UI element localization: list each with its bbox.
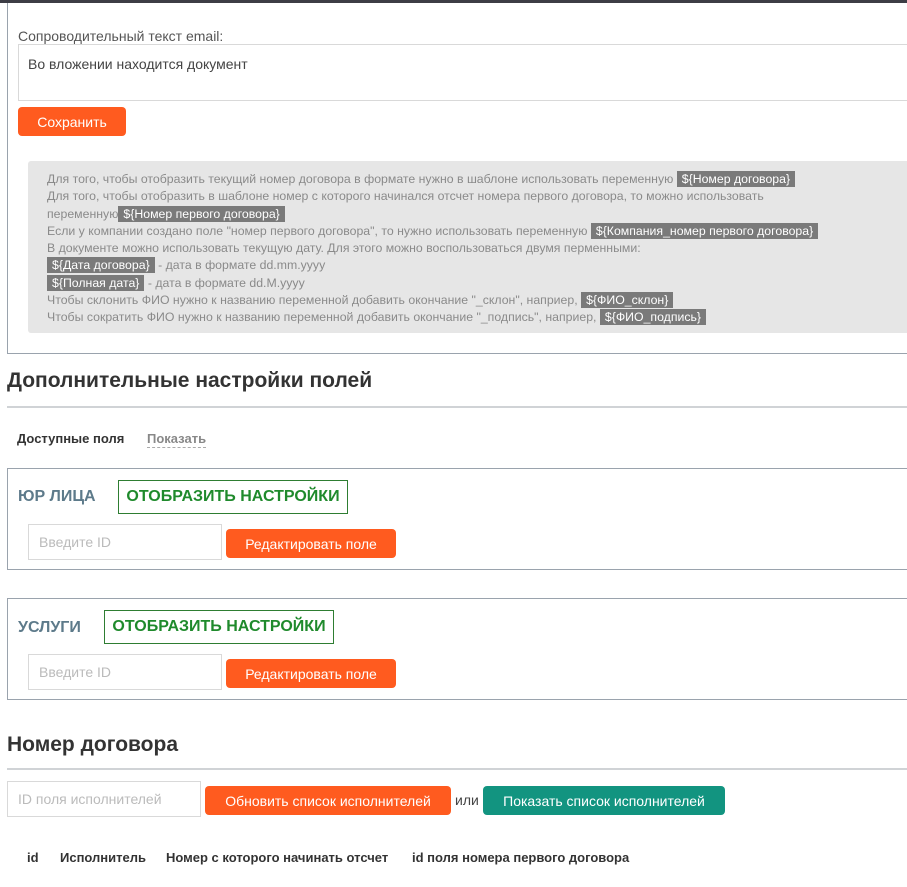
show-fields-link[interactable]: Показать [147, 431, 207, 446]
show-executors-button[interactable]: Показать список исполнителей [483, 786, 725, 815]
or-label: или [455, 792, 479, 808]
column-header-executor: Исполнитель [60, 850, 146, 865]
variable-tag: ${ФИО_склон} [581, 292, 673, 308]
id-input[interactable]: Введите ID [28, 524, 222, 560]
edit-field-button[interactable]: Редактировать поле [226, 659, 396, 688]
variable-tag: ${Дата договора} [47, 257, 155, 273]
email-text-field[interactable]: Во вложении находится документ [18, 44, 907, 101]
help-text: Чтобы сократить ФИО нужно к названию переменной добавить окончание "_подпись", наприер, [47, 310, 597, 325]
help-text: Для того, чтобы отобразить текущий номер договора в формате нужно в шаблоне использовать переменную [47, 172, 674, 186]
legal-entities-title: ЮР ЛИЦА [18, 488, 96, 505]
help-text: В документе можно использовать текущую дату. Для этого можно воспользоваться двумя перменными: [47, 241, 641, 256]
variable-tag: ${Полная дата} [47, 275, 144, 291]
help-text: Если у компании создано поле "номер первого договора", то нужно использовать переменную [47, 223, 588, 238]
variable-tag: ${Номер договора} [677, 171, 795, 187]
show-settings-button[interactable]: ОТОБРАЗИТЬ НАСТРОЙКИ [118, 480, 348, 514]
edit-field-button[interactable]: Редактировать поле [226, 529, 396, 558]
show-settings-button[interactable]: ОТОБРАЗИТЬ НАСТРОЙКИ [104, 610, 334, 644]
save-button[interactable]: Сохранить [18, 107, 126, 136]
executors-id-input[interactable]: ID поля исполнителей [7, 781, 201, 817]
services-title: УСЛУГИ [18, 619, 81, 636]
help-text: Чтобы склонить ФИО нужно к названию переменной добавить окончание "_склон", наприер, [47, 293, 578, 308]
available-fields-label: Доступные поля [17, 431, 125, 446]
column-header-start-number: Номер с которого начинать отсчет [166, 850, 389, 865]
update-executors-button[interactable]: Обновить список исполнителей [205, 786, 451, 815]
divider [7, 406, 907, 408]
variable-tag: ${Компания_номер первого договора} [591, 223, 818, 239]
variables-help-box [28, 161, 907, 333]
variable-tag: ${ФИО_подпись} [600, 309, 706, 325]
variable-tag: ${Номер первого договора} [118, 206, 284, 222]
help-text: - дата в формате dd.M.yyyy [147, 275, 305, 290]
id-input[interactable]: Введите ID [28, 654, 222, 690]
divider [7, 768, 907, 770]
email-text-label: Сопроводительный текст email: [18, 28, 224, 44]
help-text: Для того, чтобы отобразить в шаблоне номер с которого начинался отсчет номера первого договора, то можно использовать переменную [47, 189, 764, 221]
column-header-id: id [27, 850, 39, 865]
extra-settings-title: Дополнительные настройки полей [7, 369, 373, 392]
help-text: - дата в формате dd.mm.yyyy [158, 258, 326, 273]
contract-number-title: Номер договора [7, 733, 179, 756]
column-header-first-contract-field-id: id поля номера первого договора [412, 850, 630, 865]
